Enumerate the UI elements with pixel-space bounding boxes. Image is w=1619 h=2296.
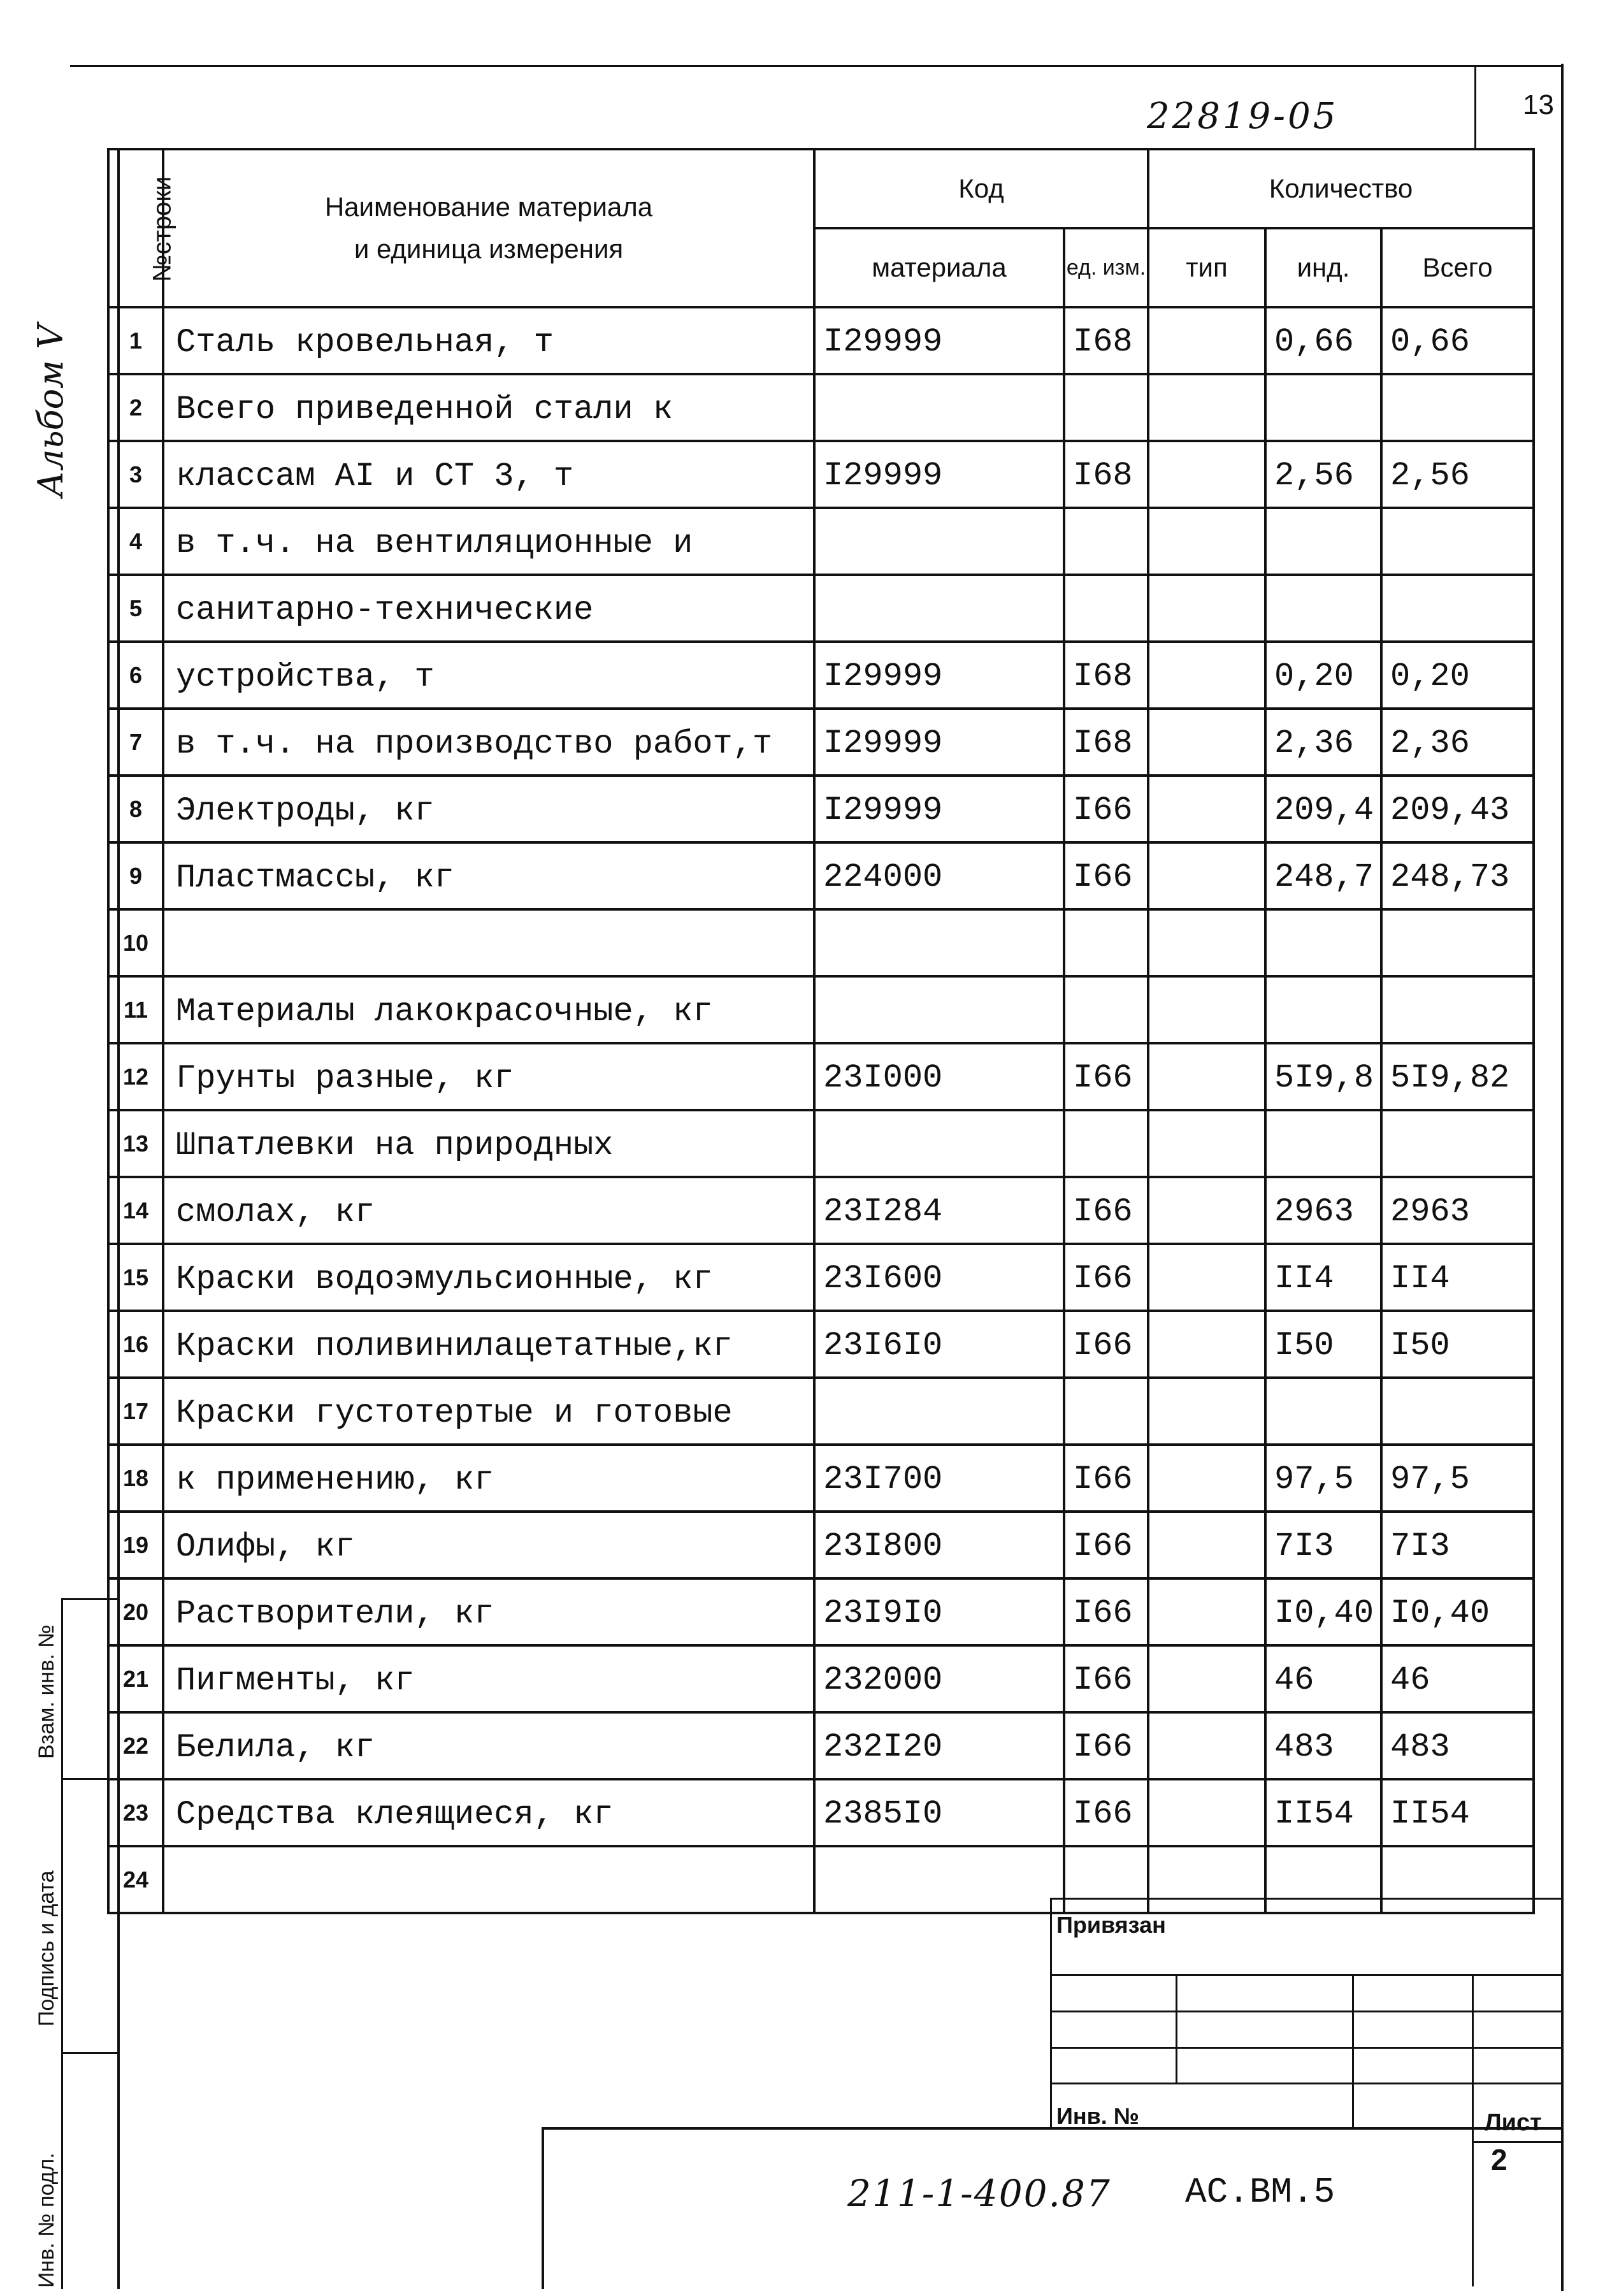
qty-type bbox=[1148, 909, 1265, 976]
sheet-value: 2 bbox=[1491, 2143, 1507, 2176]
qty-total bbox=[1381, 976, 1534, 1043]
material-code: 23I9I0 bbox=[814, 1578, 1064, 1645]
col-header-qty-type: тип bbox=[1148, 228, 1265, 307]
material-name: Белила, кг bbox=[163, 1712, 814, 1779]
material-code: 232I20 bbox=[814, 1712, 1064, 1779]
unit-code: I68 bbox=[1064, 642, 1148, 709]
unit-code bbox=[1064, 909, 1148, 976]
material-code: I29999 bbox=[814, 307, 1064, 374]
side-label-signature-date: Подпись и дата bbox=[34, 1870, 59, 2026]
unit-code: I66 bbox=[1064, 1645, 1148, 1712]
qty-total bbox=[1381, 1846, 1534, 1913]
qty-total: I0,40 bbox=[1381, 1578, 1534, 1645]
material-code: 23I600 bbox=[814, 1244, 1064, 1311]
col-header-name-line1: Наименование материала bbox=[324, 192, 653, 222]
material-code bbox=[814, 1846, 1064, 1913]
unit-code: I68 bbox=[1064, 441, 1148, 508]
table-row bbox=[108, 374, 1534, 441]
material-code: I29999 bbox=[814, 441, 1064, 508]
qty-ind: 248,7 bbox=[1265, 842, 1381, 909]
unit-code: I66 bbox=[1064, 1043, 1148, 1110]
qty-total bbox=[1381, 1378, 1534, 1445]
material-code: 224000 bbox=[814, 842, 1064, 909]
table-row bbox=[108, 1177, 1534, 1244]
material-code: 232000 bbox=[814, 1645, 1064, 1712]
material-code bbox=[814, 909, 1064, 976]
qty-type bbox=[1148, 1578, 1265, 1645]
qty-total: 0,66 bbox=[1381, 307, 1534, 374]
material-code bbox=[814, 1378, 1064, 1445]
table-row bbox=[108, 642, 1534, 709]
table-row bbox=[108, 307, 1534, 374]
material-name: в т.ч. на производство работ,т bbox=[163, 709, 814, 776]
row-number: 22 bbox=[108, 1712, 163, 1779]
table-row bbox=[108, 441, 1534, 508]
table-row bbox=[108, 1244, 1534, 1311]
qty-ind bbox=[1265, 374, 1381, 441]
table-row bbox=[108, 1779, 1534, 1846]
table-row bbox=[108, 1712, 1534, 1779]
qty-total: 2,36 bbox=[1381, 709, 1534, 776]
material-name: Материалы лакокрасочные, кг bbox=[163, 976, 814, 1043]
qty-total: I50 bbox=[1381, 1311, 1534, 1378]
qty-type bbox=[1148, 1043, 1265, 1110]
table-row bbox=[108, 1110, 1534, 1177]
qty-type bbox=[1148, 374, 1265, 441]
qty-type bbox=[1148, 441, 1265, 508]
row-number: 13 bbox=[108, 1110, 163, 1177]
table-row bbox=[108, 1043, 1534, 1110]
materials-table bbox=[107, 148, 1535, 1914]
material-name: Олифы, кг bbox=[163, 1512, 814, 1578]
qty-ind: 2,56 bbox=[1265, 441, 1381, 508]
qty-total bbox=[1381, 909, 1534, 976]
row-number: 11 bbox=[108, 976, 163, 1043]
row-number: 1 bbox=[108, 307, 163, 374]
material-name: классам AI и СТ 3, т bbox=[163, 441, 814, 508]
material-name: в т.ч. на вентиляционные и bbox=[163, 508, 814, 575]
top-border bbox=[70, 65, 1562, 67]
qty-ind: 2963 bbox=[1265, 1177, 1381, 1244]
material-name: Всего приведенной стали к bbox=[163, 374, 814, 441]
material-code bbox=[814, 374, 1064, 441]
col-header-rownum: №строки bbox=[108, 149, 163, 307]
qty-ind: 5I9,8 bbox=[1265, 1043, 1381, 1110]
qty-type bbox=[1148, 1110, 1265, 1177]
qty-ind: 7I3 bbox=[1265, 1512, 1381, 1578]
material-code: 23I700 bbox=[814, 1445, 1064, 1512]
unit-code: I66 bbox=[1064, 1445, 1148, 1512]
col-header-name-line2: и единица измерения bbox=[354, 234, 624, 264]
material-name: смолах, кг bbox=[163, 1177, 814, 1244]
title-block-left bbox=[1050, 1898, 1052, 2127]
unit-code: I66 bbox=[1064, 1311, 1148, 1378]
material-name: Краски поливинилацетатные,кг bbox=[163, 1311, 814, 1378]
unit-code: I66 bbox=[1064, 1578, 1148, 1645]
album-note: Альбом V bbox=[31, 324, 71, 497]
bound-label: Привязан bbox=[1056, 1912, 1166, 1938]
material-name bbox=[163, 909, 814, 976]
bottom-frame-top bbox=[542, 2127, 1562, 2130]
qty-type bbox=[1148, 1512, 1265, 1578]
row-number: 16 bbox=[108, 1311, 163, 1378]
table-row bbox=[108, 909, 1534, 976]
doc-number: 22819-05 bbox=[1147, 96, 1339, 137]
unit-code: I66 bbox=[1064, 776, 1148, 842]
row-number: 10 bbox=[108, 909, 163, 976]
table-row bbox=[108, 1512, 1534, 1578]
col-header-qty-total: Всего bbox=[1381, 228, 1534, 307]
unit-code: I68 bbox=[1064, 307, 1148, 374]
sheet-label-line bbox=[1472, 2141, 1562, 2143]
qty-type bbox=[1148, 1645, 1265, 1712]
qty-total: 209,43 bbox=[1381, 776, 1534, 842]
qty-ind: 0,66 bbox=[1265, 307, 1381, 374]
drawing-mark: АС.ВМ.5 bbox=[1185, 2172, 1335, 2213]
qty-total bbox=[1381, 1110, 1534, 1177]
row-number: 8 bbox=[108, 776, 163, 842]
title-block-col-3 bbox=[1472, 1974, 1474, 2286]
qty-ind: I0,40 bbox=[1265, 1578, 1381, 1645]
unit-code: I66 bbox=[1064, 1712, 1148, 1779]
row-number: 12 bbox=[108, 1043, 163, 1110]
row-number: 15 bbox=[108, 1244, 163, 1311]
sheet-label: Лист bbox=[1485, 2109, 1542, 2136]
unit-code: I66 bbox=[1064, 1512, 1148, 1578]
table-row bbox=[108, 508, 1534, 575]
qty-type bbox=[1148, 642, 1265, 709]
qty-ind: 97,5 bbox=[1265, 1445, 1381, 1512]
material-name: Краски густотертые и готовые bbox=[163, 1378, 814, 1445]
qty-total bbox=[1381, 575, 1534, 642]
table-row bbox=[108, 575, 1534, 642]
material-code bbox=[814, 508, 1064, 575]
unit-code: I66 bbox=[1064, 1177, 1148, 1244]
sheet-box-divider bbox=[1474, 65, 1476, 148]
unit-code bbox=[1064, 374, 1148, 441]
qty-total: 483 bbox=[1381, 1712, 1534, 1779]
qty-ind: 209,4 bbox=[1265, 776, 1381, 842]
qty-type bbox=[1148, 1311, 1265, 1378]
material-code bbox=[814, 1110, 1064, 1177]
unit-code bbox=[1064, 508, 1148, 575]
material-name: к применению, кг bbox=[163, 1445, 814, 1512]
qty-ind bbox=[1265, 909, 1381, 976]
material-code: I29999 bbox=[814, 776, 1064, 842]
col-header-qty-ind: инд. bbox=[1265, 228, 1381, 307]
unit-code bbox=[1064, 1846, 1148, 1913]
row-number: 18 bbox=[108, 1445, 163, 1512]
material-name bbox=[163, 1846, 814, 1913]
unit-code: I66 bbox=[1064, 1779, 1148, 1846]
drawing-code: 211-1-400.87 bbox=[847, 2172, 1111, 2215]
side-stamp-inner-border bbox=[61, 1598, 63, 2289]
material-name: Сталь кровельная, т bbox=[163, 307, 814, 374]
qty-type bbox=[1148, 1712, 1265, 1779]
title-block-top bbox=[1050, 1898, 1562, 1900]
title-block-line-4 bbox=[1050, 2083, 1562, 2084]
material-name: Краски водоэмульсионные, кг bbox=[163, 1244, 814, 1311]
col-header-code-material: материала bbox=[814, 228, 1064, 307]
qty-ind: II54 bbox=[1265, 1779, 1381, 1846]
qty-type bbox=[1148, 1378, 1265, 1445]
material-name: устройства, т bbox=[163, 642, 814, 709]
col-header-quantity: Количество bbox=[1148, 149, 1534, 228]
qty-ind: 0,20 bbox=[1265, 642, 1381, 709]
table-row bbox=[108, 1578, 1534, 1645]
row-number: 2 bbox=[108, 374, 163, 441]
row-number: 9 bbox=[108, 842, 163, 909]
material-name: Шпатлевки на природных bbox=[163, 1110, 814, 1177]
qty-total: 0,20 bbox=[1381, 642, 1534, 709]
qty-total: 248,73 bbox=[1381, 842, 1534, 909]
row-number: 20 bbox=[108, 1578, 163, 1645]
material-code: 23I6I0 bbox=[814, 1311, 1064, 1378]
row-number: 6 bbox=[108, 642, 163, 709]
qty-ind bbox=[1265, 508, 1381, 575]
qty-total bbox=[1381, 508, 1534, 575]
qty-total bbox=[1381, 374, 1534, 441]
inv-label: Инв. № bbox=[1056, 2103, 1139, 2129]
col-header-name bbox=[163, 149, 814, 307]
row-number: 3 bbox=[108, 441, 163, 508]
table-row bbox=[108, 1645, 1534, 1712]
table-row bbox=[108, 1311, 1534, 1378]
qty-type bbox=[1148, 976, 1265, 1043]
side-stamp-line-1 bbox=[61, 1598, 120, 1600]
side-stamp-line-2 bbox=[61, 1778, 120, 1780]
qty-type bbox=[1148, 508, 1265, 575]
material-code: 2385I0 bbox=[814, 1779, 1064, 1846]
qty-type bbox=[1148, 709, 1265, 776]
qty-ind bbox=[1265, 1110, 1381, 1177]
material-name: Пигменты, кг bbox=[163, 1645, 814, 1712]
col-header-code: Код bbox=[814, 149, 1148, 228]
unit-code: I68 bbox=[1064, 709, 1148, 776]
table-row bbox=[108, 1445, 1534, 1512]
material-code bbox=[814, 976, 1064, 1043]
table-row bbox=[108, 976, 1534, 1043]
qty-total: II54 bbox=[1381, 1779, 1534, 1846]
table-row bbox=[108, 1846, 1534, 1913]
unit-code bbox=[1064, 575, 1148, 642]
side-stamp-line-3 bbox=[61, 2052, 120, 2054]
material-name: Средства клеящиеся, кг bbox=[163, 1779, 814, 1846]
qty-ind: I50 bbox=[1265, 1311, 1381, 1378]
right-border bbox=[1561, 64, 1564, 2291]
qty-type bbox=[1148, 1779, 1265, 1846]
qty-ind bbox=[1265, 1378, 1381, 1445]
qty-ind: 483 bbox=[1265, 1712, 1381, 1779]
qty-ind bbox=[1265, 1846, 1381, 1913]
side-label-inv-original: Инв. № подл. bbox=[34, 2153, 59, 2288]
qty-total: 97,5 bbox=[1381, 1445, 1534, 1512]
material-code: 23I800 bbox=[814, 1512, 1064, 1578]
material-name: Пластмассы, кг bbox=[163, 842, 814, 909]
qty-total: 2,56 bbox=[1381, 441, 1534, 508]
qty-total: 5I9,82 bbox=[1381, 1043, 1534, 1110]
table-row bbox=[108, 709, 1534, 776]
qty-total: II4 bbox=[1381, 1244, 1534, 1311]
row-number: 4 bbox=[108, 508, 163, 575]
unit-code bbox=[1064, 1378, 1148, 1445]
qty-type bbox=[1148, 1177, 1265, 1244]
qty-type bbox=[1148, 1846, 1265, 1913]
qty-type bbox=[1148, 776, 1265, 842]
material-name: Грунты разные, кг bbox=[163, 1043, 814, 1110]
sheet-number: 13 bbox=[1523, 89, 1554, 120]
qty-type bbox=[1148, 1244, 1265, 1311]
material-code: I29999 bbox=[814, 642, 1064, 709]
qty-ind: 2,36 bbox=[1265, 709, 1381, 776]
unit-code bbox=[1064, 1110, 1148, 1177]
material-name: Электроды, кг bbox=[163, 776, 814, 842]
row-number: 5 bbox=[108, 575, 163, 642]
qty-total: 2963 bbox=[1381, 1177, 1534, 1244]
col-header-code-unit: ед. изм. bbox=[1064, 228, 1148, 307]
qty-ind bbox=[1265, 575, 1381, 642]
qty-ind: II4 bbox=[1265, 1244, 1381, 1311]
row-number: 24 bbox=[108, 1846, 163, 1913]
unit-code: I66 bbox=[1064, 1244, 1148, 1311]
table-row bbox=[108, 1378, 1534, 1445]
qty-type bbox=[1148, 842, 1265, 909]
table-row bbox=[108, 842, 1534, 909]
qty-total: 46 bbox=[1381, 1645, 1534, 1712]
qty-ind: 46 bbox=[1265, 1645, 1381, 1712]
title-block-line-1 bbox=[1050, 1974, 1562, 1976]
row-number: 23 bbox=[108, 1779, 163, 1846]
title-block-col-2 bbox=[1352, 1974, 1354, 2127]
row-number: 17 bbox=[108, 1378, 163, 1445]
table-row bbox=[108, 776, 1534, 842]
bottom-frame-left bbox=[542, 2127, 544, 2289]
row-number: 14 bbox=[108, 1177, 163, 1244]
title-block-col-1 bbox=[1176, 1974, 1177, 2084]
unit-code bbox=[1064, 976, 1148, 1043]
row-number: 7 bbox=[108, 709, 163, 776]
title-block-line-3 bbox=[1050, 2047, 1562, 2049]
material-name: санитарно-технические bbox=[163, 575, 814, 642]
qty-total: 7I3 bbox=[1381, 1512, 1534, 1578]
qty-type bbox=[1148, 575, 1265, 642]
material-code bbox=[814, 575, 1064, 642]
material-name: Растворители, кг bbox=[163, 1578, 814, 1645]
qty-ind bbox=[1265, 976, 1381, 1043]
qty-type bbox=[1148, 307, 1265, 374]
qty-type bbox=[1148, 1445, 1265, 1512]
material-code: I29999 bbox=[814, 709, 1064, 776]
material-code: 23I284 bbox=[814, 1177, 1064, 1244]
unit-code: I66 bbox=[1064, 842, 1148, 909]
title-block-line-2 bbox=[1050, 2011, 1562, 2012]
row-number: 21 bbox=[108, 1645, 163, 1712]
row-number: 19 bbox=[108, 1512, 163, 1578]
side-label-replaced-inv: Взам. инв. № bbox=[34, 1624, 59, 1759]
material-code: 23I000 bbox=[814, 1043, 1064, 1110]
